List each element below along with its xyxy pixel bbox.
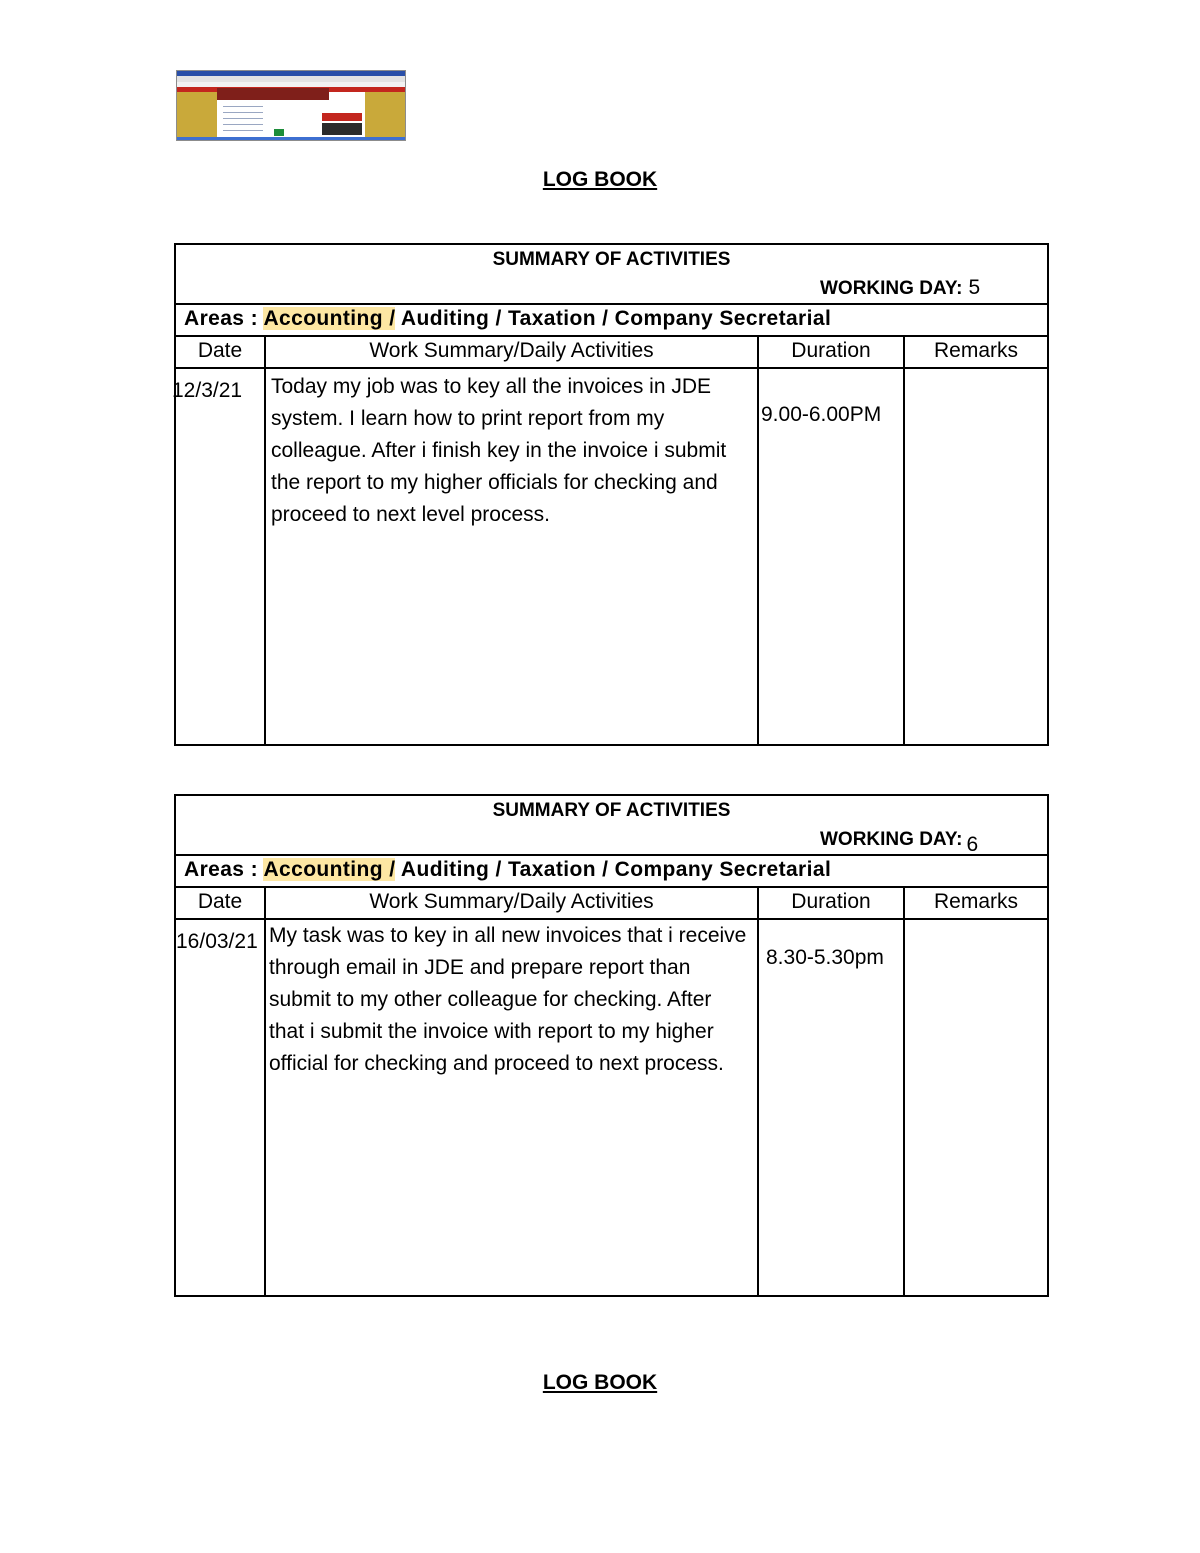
entry-summary: My task was to key in all new invoices that i receive through email in JDE and prepare report than submit to my other colleague for checking. After that i submit the invoice with report to my higher official for checking and proceed to next process. xyxy=(269,924,747,1075)
areas-highlighted: Accounting / xyxy=(263,307,396,330)
entry-date: 12/3/21 xyxy=(172,379,243,402)
working-day-label: WORKING DAY: xyxy=(820,829,963,850)
areas-row xyxy=(175,304,1048,336)
activity-table-day-5 xyxy=(174,243,1049,746)
remarks-header: Remarks xyxy=(904,887,1048,919)
working-day xyxy=(820,827,979,856)
date-header: Date xyxy=(175,336,265,368)
duration-cell xyxy=(758,368,904,745)
areas-rest: Auditing / Taxation / Company Secretarial xyxy=(400,858,832,881)
remarks-cell xyxy=(904,919,1048,1296)
duration-cell xyxy=(758,919,904,1296)
remarks-cell xyxy=(904,368,1048,745)
date-header: Date xyxy=(175,887,265,919)
areas-label: Areas : xyxy=(184,858,259,881)
duration-header: Duration xyxy=(758,887,904,919)
summary-cell xyxy=(265,919,758,1296)
summary-header-cell xyxy=(175,795,1048,855)
work-summary-header: Work Summary/Daily Activities xyxy=(265,887,758,919)
working-day-value: 5 xyxy=(968,276,981,299)
remarks-header: Remarks xyxy=(904,336,1048,368)
summary-header-cell xyxy=(175,244,1048,304)
areas-label: Areas : xyxy=(184,307,259,330)
log-book-title: LOG BOOK xyxy=(542,168,658,191)
working-day-label: WORKING DAY: xyxy=(820,278,963,299)
entry-summary: Today my job was to key all the invoices in JDE system. I learn how to print report from my colleague. After i finish key in the invoice i submit the report to my higher officials for checking and proceed to next level process. xyxy=(271,375,727,526)
date-cell xyxy=(175,919,265,1296)
duration-header: Duration xyxy=(758,336,904,368)
working-day xyxy=(820,276,980,300)
work-summary-header: Work Summary/Daily Activities xyxy=(265,336,758,368)
working-day-value: 6 xyxy=(966,833,979,856)
summary-title: SUMMARY OF ACTIVITIES xyxy=(492,249,731,270)
summary-title: SUMMARY OF ACTIVITIES xyxy=(492,800,731,821)
entry-date: 16/03/21 xyxy=(176,930,258,953)
entry-duration: 9.00-6.00PM xyxy=(761,403,882,426)
areas-row xyxy=(175,855,1048,887)
summary-cell xyxy=(265,368,758,745)
log-book-footer-title: LOG BOOK xyxy=(542,1371,658,1394)
areas-rest: Auditing / Taxation / Company Secretarial xyxy=(400,307,832,330)
website-screenshot-thumbnail xyxy=(176,70,406,141)
date-cell xyxy=(172,368,265,745)
areas-highlighted: Accounting / xyxy=(263,858,396,881)
entry-duration: 8.30-5.30pm xyxy=(766,946,884,969)
activity-table-day-6 xyxy=(174,794,1049,1297)
